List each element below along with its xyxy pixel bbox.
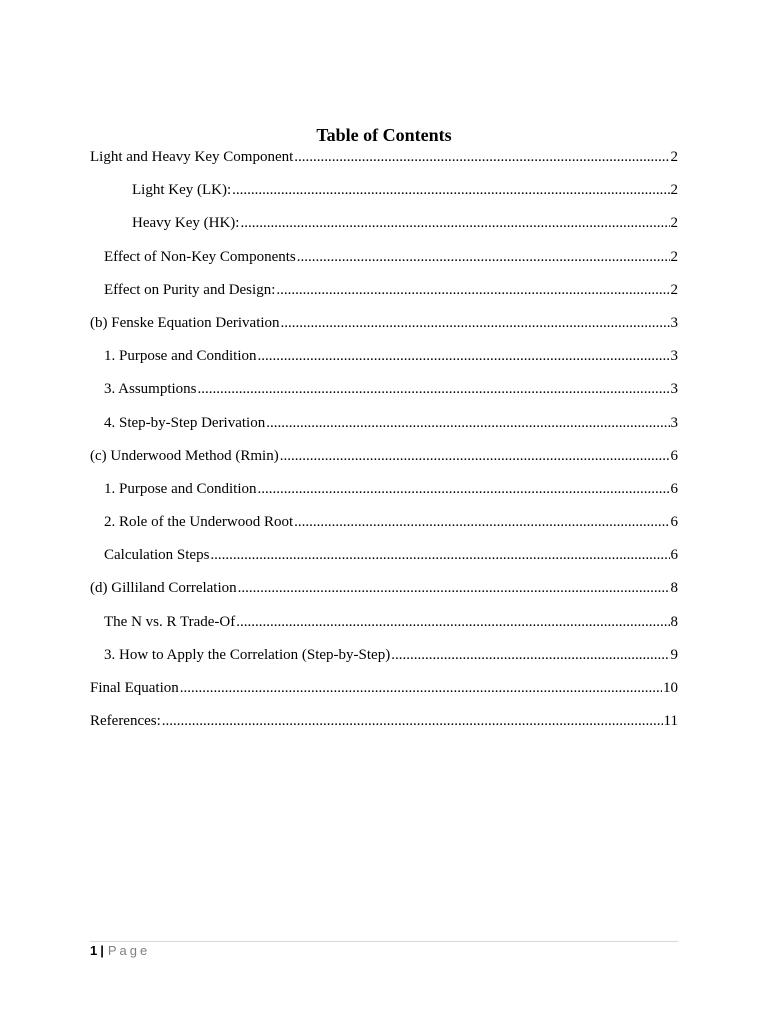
- toc-entry-text: Light and Heavy Key Component: [90, 149, 294, 165]
- toc-entry-page: 3: [670, 314, 678, 331]
- toc-entry-page: 8: [670, 613, 678, 630]
- toc-entry[interactable]: [90, 147, 678, 180]
- toc-entry[interactable]: [90, 379, 678, 412]
- footer-separator: |: [100, 943, 104, 958]
- toc-leader: [162, 711, 663, 731]
- toc-leader: [280, 446, 670, 466]
- toc-entry-page: 8: [670, 580, 678, 597]
- toc-entry-page: 2: [670, 182, 678, 199]
- footer-page-number: 1: [90, 943, 98, 958]
- toc-entry[interactable]: [90, 545, 678, 578]
- toc-entry-page: 6: [670, 514, 678, 531]
- toc-leader: [391, 645, 669, 665]
- toc-leader: [238, 578, 670, 598]
- toc-entry[interactable]: [90, 711, 678, 744]
- toc-leader: [232, 180, 669, 200]
- toc-entry-text: Heavy Key (HK):: [132, 215, 240, 232]
- toc-entry[interactable]: [90, 180, 678, 213]
- toc-entry-page: 6: [670, 547, 678, 564]
- toc-entry[interactable]: [90, 645, 678, 678]
- toc-leader: [210, 545, 669, 565]
- toc-entry-page: 2: [670, 248, 678, 265]
- footer-divider: [90, 941, 678, 942]
- toc-entry[interactable]: [90, 578, 678, 611]
- toc-entry-page: 3: [670, 348, 678, 365]
- toc-entry-page: 6: [670, 480, 678, 497]
- toc-entry[interactable]: [90, 346, 678, 379]
- toc-entry-page: 11: [663, 713, 678, 730]
- toc-entry-text: Light Key (LK):: [132, 182, 232, 199]
- toc-entry-text: Effect of Non-Key Components: [104, 248, 296, 265]
- toc-leader: [297, 247, 670, 267]
- toc-entry[interactable]: [90, 612, 678, 645]
- toc-entry-page: 3: [670, 414, 678, 431]
- toc-leader: [276, 280, 669, 300]
- toc-entry-page: 9: [670, 646, 678, 663]
- toc-entry-text: 3. How to Apply the Correlation (Step-by-Step): [104, 646, 391, 663]
- toc-entry[interactable]: [90, 512, 678, 545]
- toc-leader: [266, 413, 669, 433]
- toc-title: Table of Contents: [316, 125, 452, 145]
- toc-leader: [294, 512, 669, 532]
- toc-list: [90, 147, 678, 744]
- toc-entry-text: (b) Fenske Equation Derivation: [90, 314, 280, 331]
- toc-entry-text: 3. Assumptions: [104, 381, 197, 398]
- toc-entry[interactable]: [90, 413, 678, 446]
- toc-entry[interactable]: [90, 479, 678, 512]
- toc-entry-page: 2: [670, 149, 678, 165]
- toc-entry-page: 2: [670, 281, 678, 298]
- toc-leader: [258, 346, 670, 366]
- toc-entry-text: (d) Gilliland Correlation: [90, 580, 237, 597]
- toc-entry[interactable]: [90, 313, 678, 346]
- toc-entry-text: Effect on Purity and Design:: [104, 281, 276, 298]
- toc-leader: [281, 313, 670, 333]
- footer-page-word: Page: [107, 943, 151, 958]
- toc-entry-page: 10: [663, 680, 678, 696]
- toc-entry-page: 3: [670, 381, 678, 398]
- toc-entry[interactable]: [90, 280, 678, 313]
- toc-entry-page: 2: [670, 215, 678, 232]
- toc-entry[interactable]: [90, 446, 678, 479]
- toc-leader: [294, 147, 669, 167]
- toc-entry-text: 1. Purpose and Condition: [104, 348, 257, 365]
- toc-entry-text: Calculation Steps: [104, 547, 210, 564]
- toc-entry-page: 6: [670, 447, 678, 464]
- toc-entry-text: 4. Step-by-Step Derivation: [104, 414, 266, 431]
- toc-entry[interactable]: [90, 678, 678, 711]
- toc-entry[interactable]: [90, 247, 678, 280]
- toc-entry-text: Final Equation: [90, 680, 179, 696]
- toc-leader: [198, 379, 670, 399]
- page-footer: [90, 943, 150, 959]
- toc-leader: [236, 612, 669, 632]
- toc-entry-text: References:: [90, 713, 161, 730]
- toc-leader: [240, 213, 669, 233]
- toc-leader: [258, 479, 670, 499]
- toc-entry-text: The N vs. R Trade-Of: [104, 613, 236, 630]
- toc-leader: [180, 678, 662, 698]
- toc-entry-text: (c) Underwood Method (Rmin): [90, 447, 279, 464]
- toc-entry-text: 2. Role of the Underwood Root: [104, 514, 294, 531]
- toc-entry[interactable]: [90, 213, 678, 246]
- toc-entry-text: 1. Purpose and Condition: [104, 480, 257, 497]
